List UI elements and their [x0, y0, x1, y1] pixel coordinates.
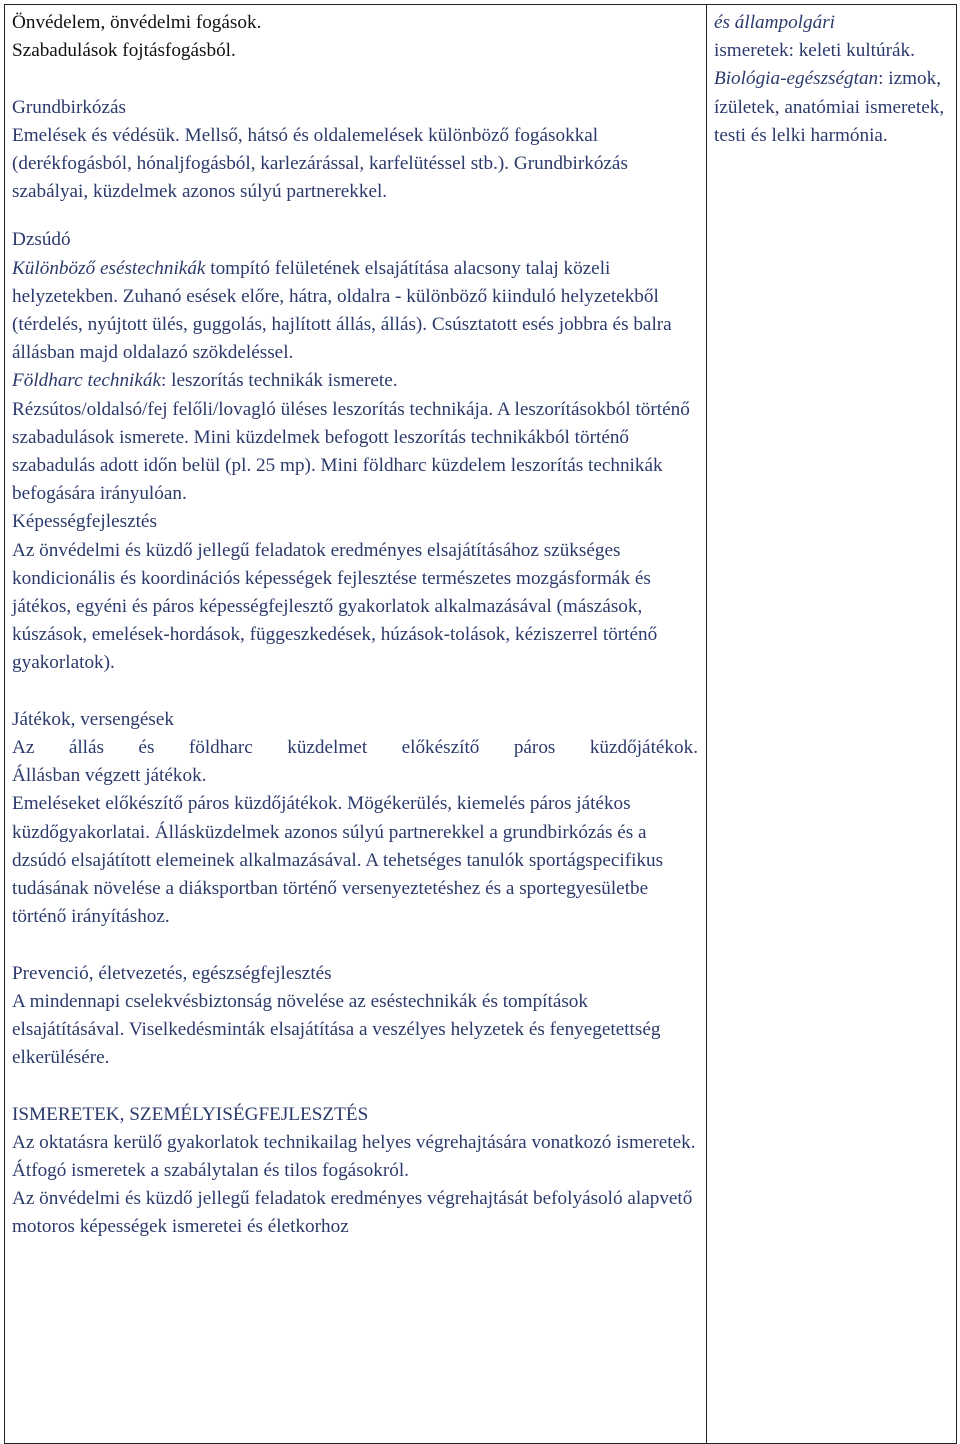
jatekok-line-1: Az állás és földharc küzdelmet előkészítő páros küzdőjátékok. [12, 737, 698, 759]
biologia-term: Biológia-egészségtan [714, 68, 879, 90]
intro-line-2: Szabadulások fojtásfogásból. [12, 40, 236, 62]
esestechnikak-term: Különböző eséstechnikák [12, 257, 206, 279]
dzsudo-heading: Dzsúdó [12, 229, 71, 251]
curriculum-table [4, 4, 957, 1444]
allampolgari-term: és állampolgári [714, 12, 835, 33]
side-biologia [714, 65, 950, 150]
jatekok-heading: Játékok, versengések [12, 708, 174, 730]
leszoritas-text: Rézsútos/oldalsó/fej felőli/lovagló üléses leszorítás technikája. A leszorításokból történő szabadulások ismerete. Mini küzdelmek befogott leszorítás technikákból történő szabadulás adott időn belül (pl. 25 mp). Mini földharc küzdelem leszorítás technikák befogására irányulóan. [12, 398, 690, 505]
ismeretek-line-1: Az oktatásra kerülő gyakorlatok technikailag helyes végrehajtására vonatkozó ismeretek. [12, 1131, 696, 1153]
grundbirkozas-text: Emelések és védésük. Mellső, hátsó és oldalemelések különböző fogásokkal (derékfogásból, hónaljfogásból, karlezárással, karfelütéssel stb.). Grundbirkózás szabályai, küzdelmek azonos súlyú partnerekkel. [12, 124, 628, 203]
ismeretek-line-3: Az önvédelmi és küzdő jellegű feladatok eredményes végrehajtását befolyásoló alapvető motoros képességek ismeretei és életkorhoz [12, 1188, 693, 1238]
kepesseg-heading: Képességfejlesztés [12, 511, 157, 533]
ismeretek-heading: ISMERETEK, SZEMÉLYISÉGFEJLESZTÉS [12, 1103, 369, 1125]
prevencio-heading: Prevenció, életvezetés, egészségfejlesztés [12, 962, 332, 984]
foldharc-term: Földharc technikák [12, 370, 162, 392]
jatekok-text: Emeléseket előkészítő páros küzdőjátékok. Mögékerülés, kiemelés páros játékos küzdőgyakorlatai. Állásküzdelmek azonos súlyú partnerekkel a grundbirkózás és a dzsúdó elsajátított elemeinek alkalmazásával. A tehetséges tanulók sportágspecifikus tudásának növelése a diáksportban történő versenyeztetéshez és a sportegyesületbe történő irányításhoz. [12, 793, 664, 928]
main-content-cell [5, 5, 707, 1444]
biologia-text: : izmok, ízületek, anatómiai ismeretek, testi és lelki harmónia. [714, 68, 945, 146]
intro-line-1: Önvédelem, önvédelmi fogások. [12, 12, 262, 33]
foldharc-text: : leszorítás technikák ismerete. [161, 370, 398, 392]
table-row [5, 5, 957, 1444]
side-content-cell [707, 5, 957, 1444]
jatekok-line-2: Állásban végzett játékok. [12, 765, 207, 787]
dzsudo-esestechnikak [12, 255, 698, 368]
dzsudo-foldharc [12, 367, 698, 395]
ismeretek-line-2: Átfogó ismeretek a szabálytalan és tilos fogásokról. [12, 1160, 409, 1182]
esestechnikak-text: tompító felületének elsajátítása alacsony talaj közeli helyzetekben. Zuhanó esések előre, hátra, oldalra - különböző kiinduló helyzetekből (térdelés, nyújtott ülés, guggolás, hajlított állás, állás). Csúsztatott esés jobbra és balra állásban majd oldalazó szökdeléssel. [12, 257, 672, 364]
allampolgari-text: ismeretek: keleti kultúrák. [714, 40, 915, 62]
prevencio-text: A mindennapi cselekvésbiztonság növelése az eséstechnikák és tompítások elsajátításával. Viselkedésminták elsajátítása a veszélyes helyzetek és fenyegetettség elkerülésére. [12, 990, 661, 1069]
side-allampolgari [714, 9, 950, 65]
kepesseg-text: Az önvédelmi és küzdő jellegű feladatok eredményes elsajátításához szükséges kondicionális és koordinációs képességek fejlesztése természetes mozgásformák és játékos, egyéni és páros képességfejlesztő gyakorlatok alkalmazásával (mászások, kúszások, emelések-hordások, függeszkedések, húzások-tolások, kéziszerrel történő gyakorlatok). [12, 539, 658, 674]
grundbirkozas-heading: Grundbirkózás [12, 96, 127, 118]
